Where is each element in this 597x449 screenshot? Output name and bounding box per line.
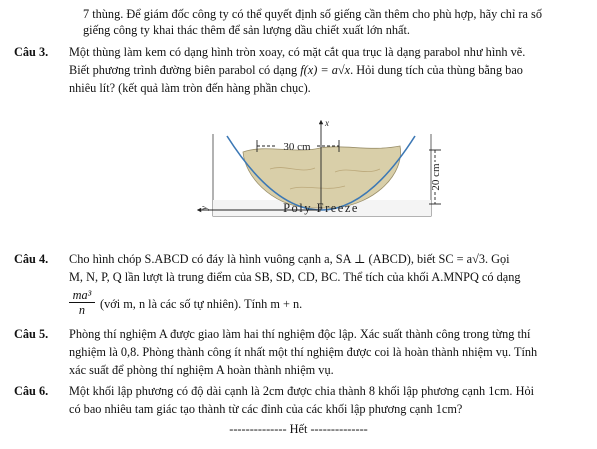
brand-label: Poly Freeze (283, 201, 359, 215)
question-6-label: Câu 6. (14, 384, 49, 398)
end-marker: -------------- Hết -------------- (229, 422, 368, 436)
question-3-line-1: Một thùng làm kem có dạng hình tròn xoay, có mặt cắt qua trục là dạng parabol như hình vẽ. (69, 45, 526, 59)
height-label: 20 cm (430, 163, 442, 191)
question-5-line-1: Phòng thí nghiệm A được giao làm hai thí nghiệm độc lập. Xác suất thành công trong từng thí (69, 327, 531, 341)
question-5-label: Câu 5. (14, 327, 49, 341)
width-label: 30 cm (283, 141, 311, 153)
ice-cream-tub-figure (195, 114, 447, 246)
fraction-numerator: ma³ (69, 288, 95, 303)
volume-fraction (69, 288, 95, 317)
question-3-label: Câu 3. (14, 45, 49, 59)
question-6-line-1: Một khối lập phương có độ dài cạnh là 2cm được chia thành 8 khối lập phương cạnh 1cm. Hỏi (69, 384, 535, 398)
fraction-denominator: n (78, 303, 86, 317)
question-3-line-2 (69, 62, 523, 78)
intro-line-1: 7 thùng. Để giám đốc công ty có thể quyết định số giếng cần thêm cho phù hợp, hãy chỉ ra số (83, 7, 542, 21)
question-4-line-2: M, N, P, Q lần lượt là trung điểm của SB, SD, CD, BC. Thể tích của khối A.MNPQ có dạng (69, 270, 521, 284)
question-3-text-b: . Hỏi dung tích của thùng bằng bao (350, 63, 523, 77)
intro-line-2: giếng công ty khai thác thêm để sản lượng dầu chiết xuất lớn nhất. (83, 23, 411, 37)
ice-cream-filling (243, 146, 401, 208)
question-6-line-2: có bao nhiêu tam giác tạo thành từ các đỉnh của các khối lập phương cạnh 1cm? (69, 402, 463, 416)
question-5-line-2: nghiệm là 0,8. Phòng thành công ít nhất một thí nghiệm được coi là hoàn thành nhiệm vụ. Tính (69, 345, 538, 359)
question-3-text-a: Biết phương trình đường biên parabol có dạng (69, 63, 301, 77)
question-3-line-3: nhiêu lít? (kết quả làm tròn đến hàng phần chục). (69, 81, 311, 95)
question-4-line-1: Cho hình chóp S.ABCD có đáy là hình vuông cạnh a, SA ⊥ (ABCD), biết SC = a√3. Gọi (69, 252, 510, 266)
y-axis-letter: y (199, 206, 209, 210)
question-5-line-3: xác suất để phòng thí nghiệm A hoàn thành nhiệm vụ. (69, 363, 334, 377)
question-4-label: Câu 4. (14, 252, 49, 266)
question-4-line-3: (với m, n là các số tự nhiên). Tính m + n. (100, 297, 303, 311)
x-axis-letter: x (325, 118, 329, 128)
question-3-formula: f(x) = a√x (300, 63, 351, 77)
